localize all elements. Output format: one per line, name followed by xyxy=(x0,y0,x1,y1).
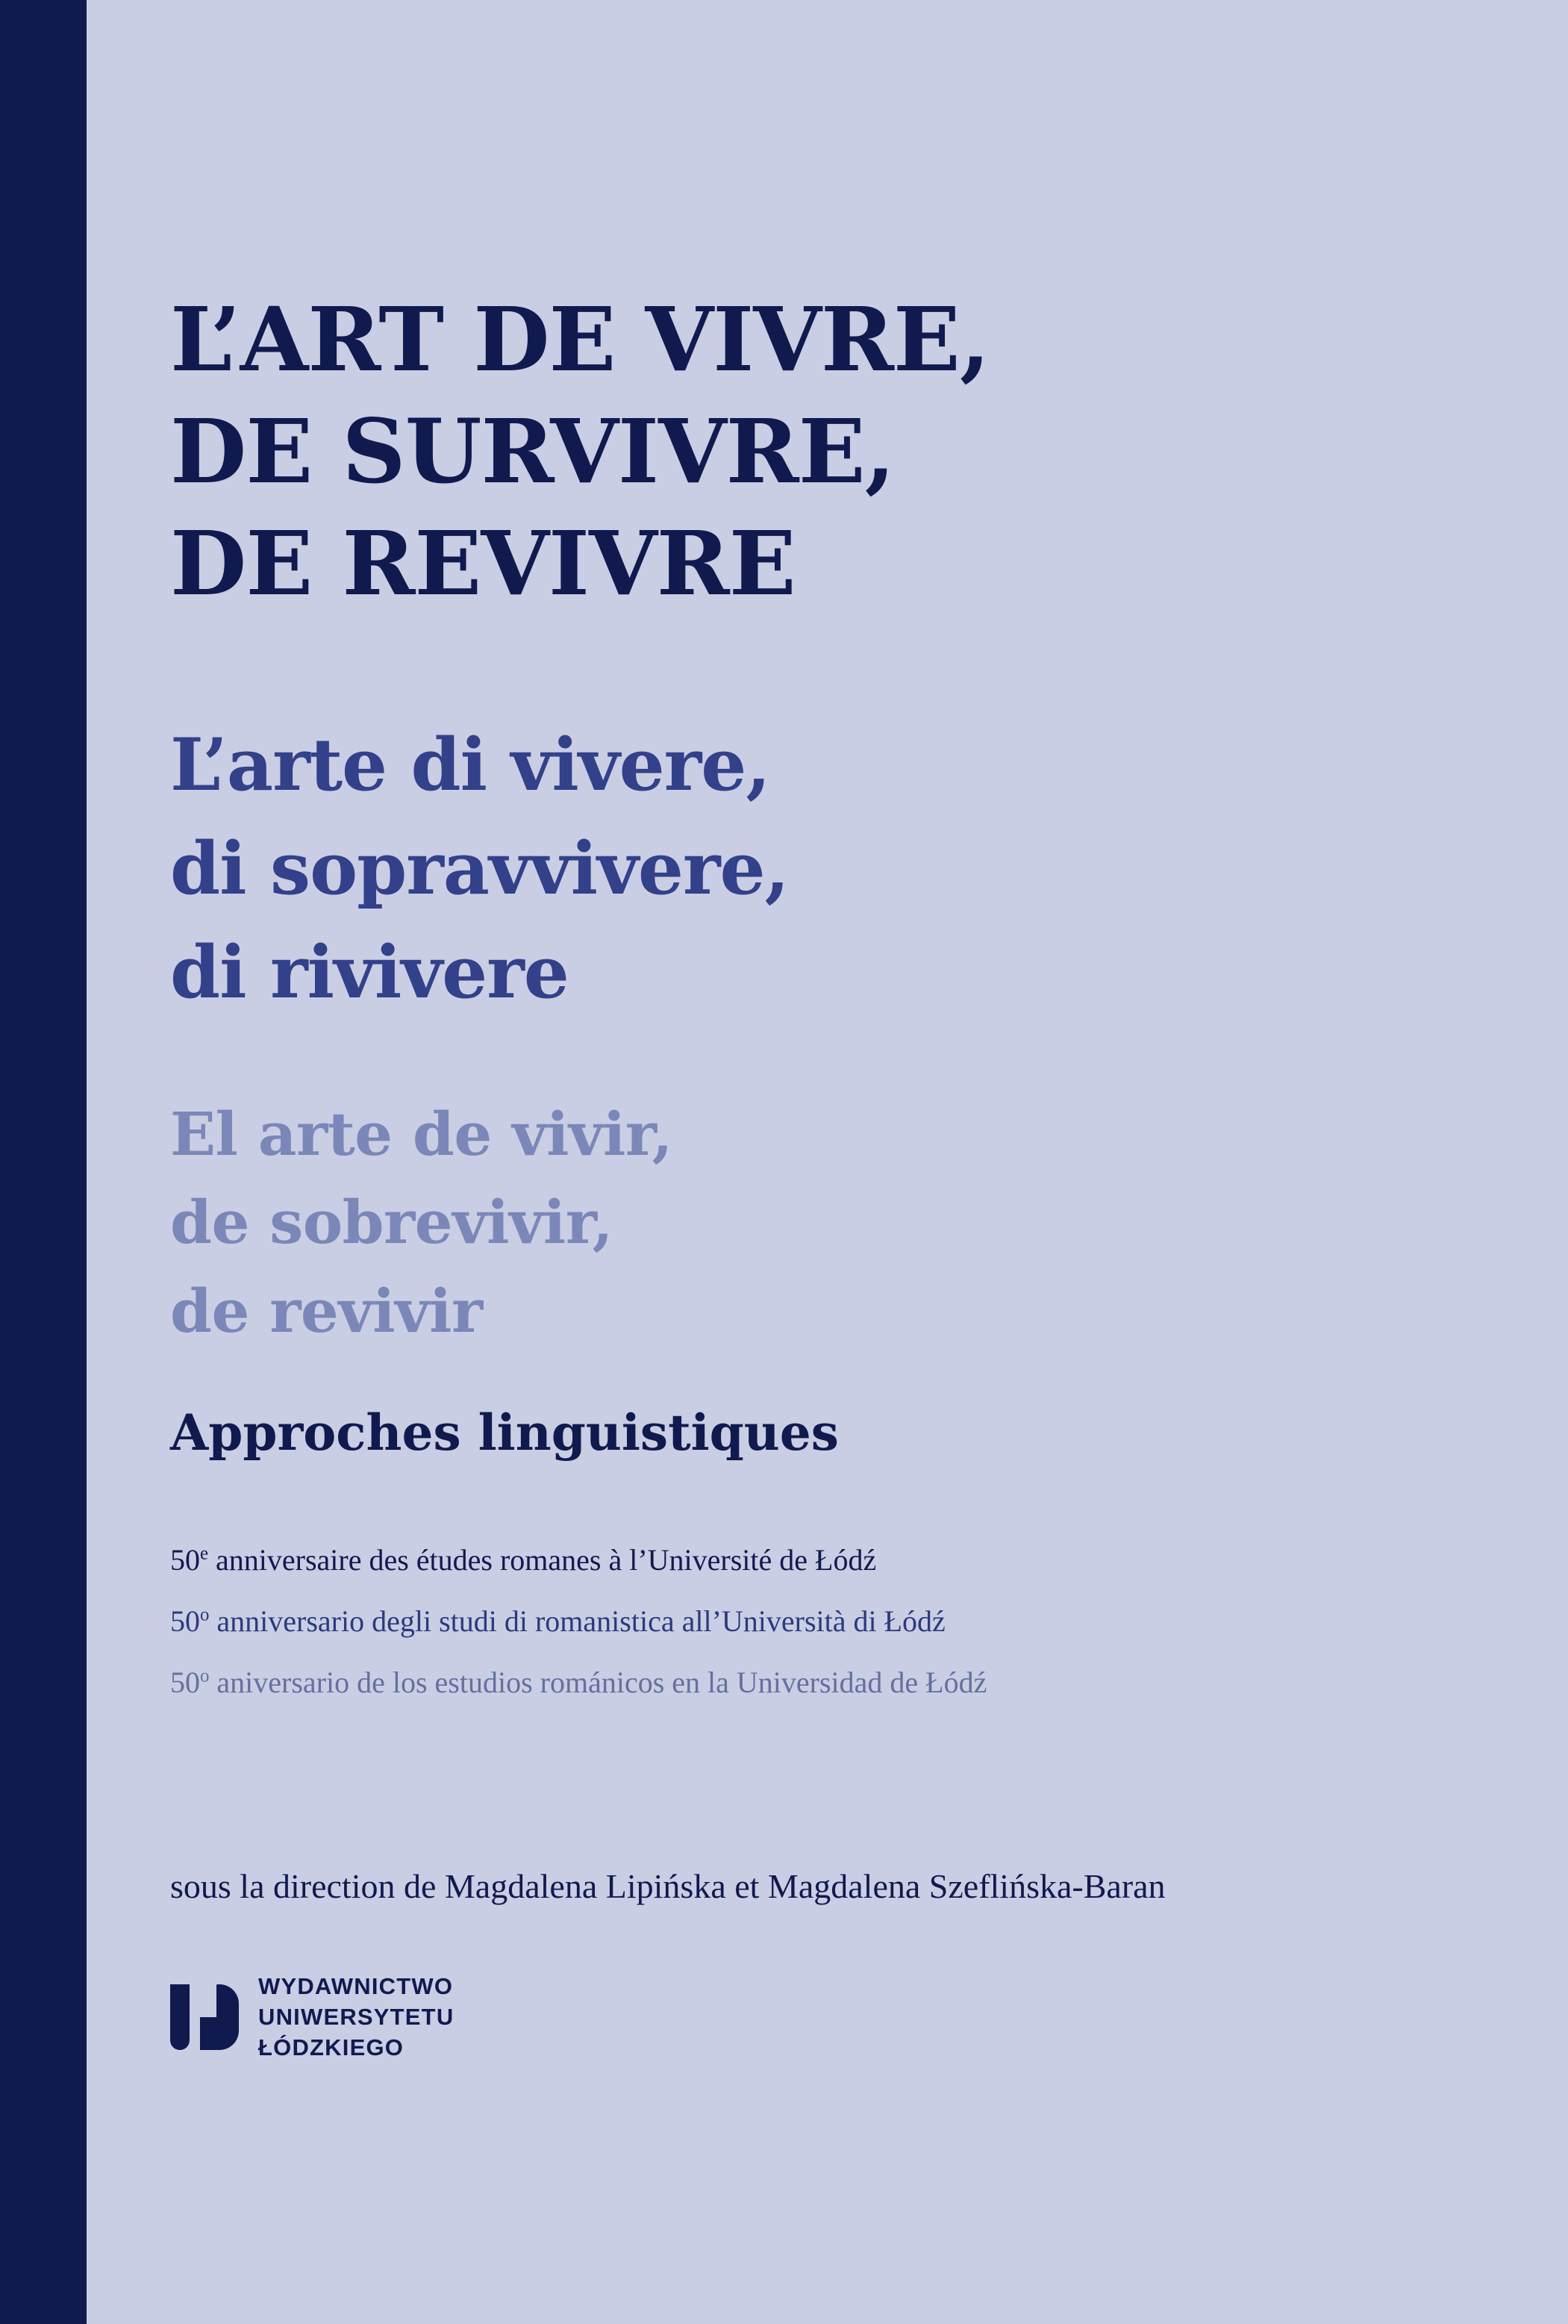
cover-spine-band xyxy=(0,0,87,2324)
editors-credit: sous la direction de Magdalena Lipińska et Magdalena Szeflińska-Baran xyxy=(170,1867,1166,1905)
anniversary-line-french xyxy=(170,1545,1364,1575)
title-italian xyxy=(170,713,1290,1025)
title-spanish-line-3: de revivir xyxy=(170,1275,483,1346)
title-italian-line-1: L’arte di vivere, xyxy=(170,723,770,807)
anniversary-italian-number: 50 xyxy=(170,1604,200,1638)
title-spanish-line-2: de sobrevivir, xyxy=(170,1187,613,1258)
anniversary-italian-text: anniversario degli studi di romanistica all’Università di Łódź xyxy=(209,1604,946,1638)
title-french-line-2: DE SURVIVRE, xyxy=(170,399,895,503)
title-spanish xyxy=(170,1090,1290,1355)
anniversary-spanish-number: 50 xyxy=(170,1666,200,1699)
anniversary-spanish-ordinal: o xyxy=(200,1666,210,1686)
publisher-line-2: UNIWERSYTETU xyxy=(258,2004,455,2031)
publisher-line-1: WYDAWNICTWO xyxy=(258,1973,454,1999)
title-french xyxy=(170,284,1290,620)
anniversary-french-text: anniversaire des études romanes à l’Université de Łódź xyxy=(208,1543,877,1577)
anniversary-lines xyxy=(170,1545,1364,1729)
publisher-name xyxy=(258,1971,454,2063)
anniversary-spanish-text: aniversario de los estudios románicos en la Universidad de Łódź xyxy=(209,1666,987,1699)
anniversary-line-spanish xyxy=(170,1668,1364,1698)
anniversary-italian-ordinal: o xyxy=(200,1604,210,1625)
title-french-line-1: L’ART DE VIVRE, xyxy=(170,287,990,391)
logo-notch-shape xyxy=(200,1984,216,2017)
anniversary-line-italian xyxy=(170,1604,1364,1638)
title-italian-line-2: di sopravvivere, xyxy=(170,826,789,912)
logo-bar-shape xyxy=(170,1984,190,2050)
university-press-mark-icon xyxy=(170,1978,239,2056)
publisher-line-3: ŁÓDZKIEGO xyxy=(258,2034,405,2061)
cover-content xyxy=(170,0,1439,2324)
publisher-logo xyxy=(170,1971,454,2063)
title-italian-line-3: di rivivere xyxy=(170,930,569,1015)
title-spanish-line-1: El arte de vivir, xyxy=(170,1099,673,1169)
title-french-line-3: DE REVIVRE xyxy=(170,511,796,615)
anniversary-french-number: 50 xyxy=(170,1543,200,1577)
anniversary-french-ordinal: e xyxy=(200,1543,209,1564)
subtitle: Approches linguistiques xyxy=(170,1404,839,1462)
